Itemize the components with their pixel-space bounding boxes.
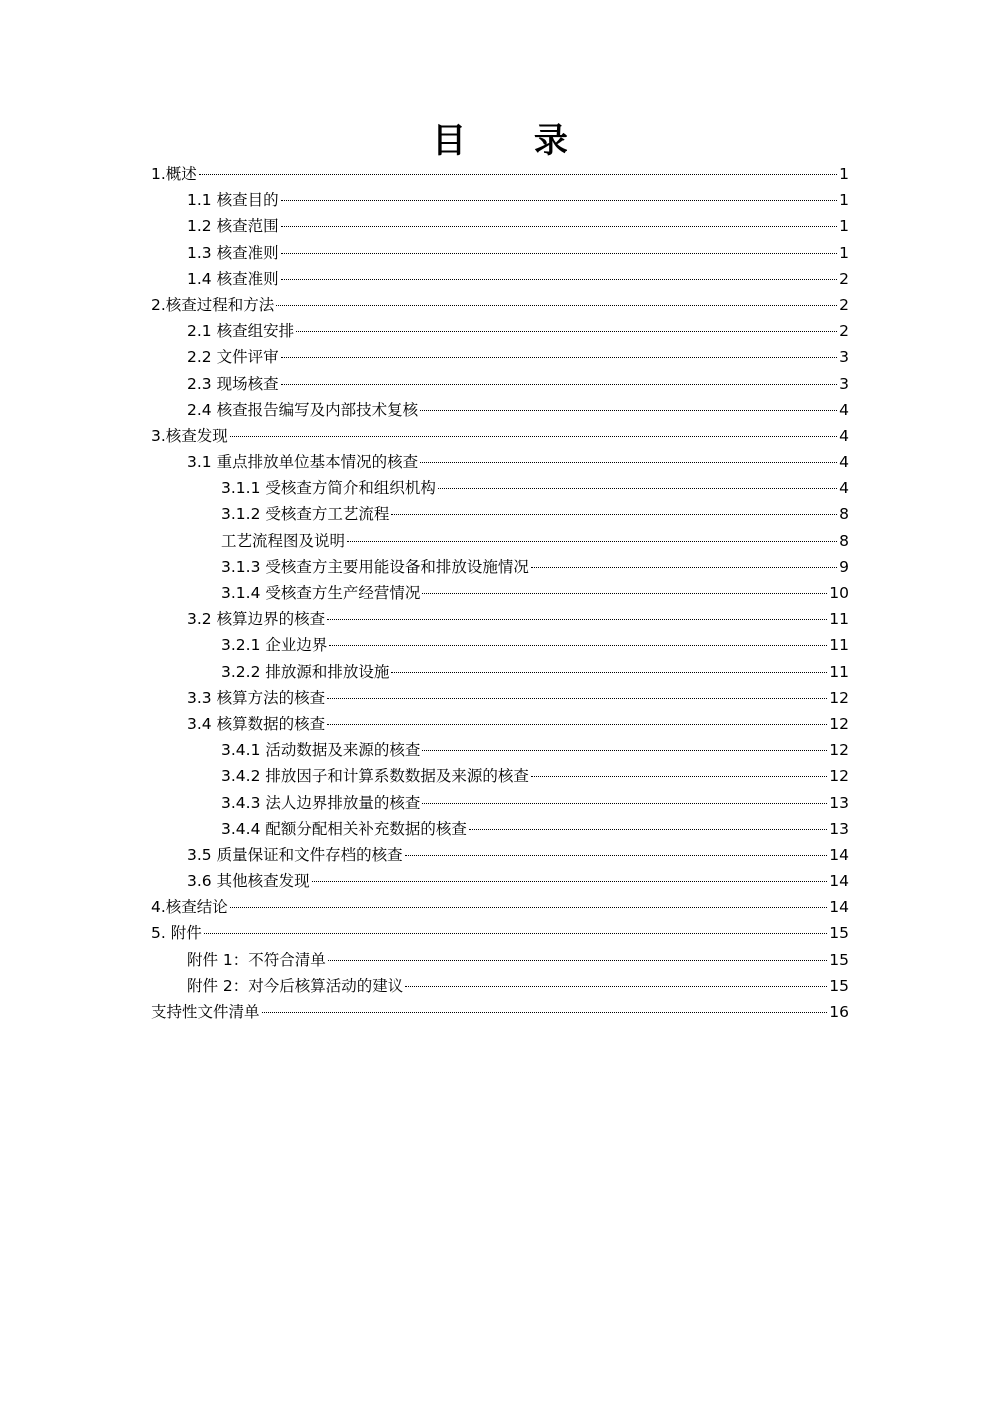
dot-leader	[281, 357, 838, 358]
toc-entry-text: 3.核查发现	[151, 426, 228, 445]
toc-entry-page-number: 10	[829, 584, 849, 602]
toc-entry-page-number: 4	[839, 426, 849, 445]
toc-entry-text: 3.4.4 配额分配相关补充数据的核查	[221, 819, 467, 838]
toc-entry[interactable]	[151, 475, 849, 501]
toc-entry-text: 附件 1：不符合清单	[187, 950, 326, 969]
toc-entry-text: 3.4.3 法人边界排放量的核查	[221, 793, 421, 812]
toc-entry-text: 3.1.2 受核查方工艺流程	[221, 505, 390, 524]
toc-entry-page-number: 14	[829, 898, 849, 917]
toc-entry[interactable]	[151, 632, 849, 658]
toc-entry[interactable]	[151, 790, 849, 816]
toc-entry[interactable]	[151, 161, 849, 187]
toc-entry-page-number: 16	[829, 1003, 849, 1021]
toc-entry-page-number: 11	[829, 636, 849, 655]
toc-entry-page-number: 1	[839, 165, 849, 183]
toc-entry-page-number: 1	[839, 243, 849, 262]
toc-entry[interactable]	[151, 868, 849, 894]
dot-leader	[405, 986, 827, 987]
dot-leader	[312, 881, 828, 882]
toc-entry-page-number: 2	[839, 322, 849, 341]
toc-entry[interactable]	[151, 711, 849, 737]
toc-entry-text: 3.4.1 活动数据及来源的核查	[221, 741, 421, 760]
toc-entry-text: 2.2 文件评审	[187, 348, 279, 367]
toc-entry-page-number: 4	[839, 400, 849, 419]
toc-entry-page-number: 3	[839, 374, 849, 393]
toc-entry-text: 5. 附件	[151, 924, 202, 943]
toc-entry-page-number: 12	[829, 741, 849, 760]
toc-entry[interactable]	[151, 659, 849, 685]
dot-leader	[276, 305, 837, 306]
toc-entry[interactable]	[151, 423, 849, 449]
toc-entry-page-number: 9	[839, 557, 849, 576]
toc-entry[interactable]	[151, 554, 849, 580]
toc-entry-page-number: 14	[829, 872, 849, 891]
dot-leader	[329, 645, 827, 646]
dot-leader	[531, 567, 837, 568]
toc-entry-text: 2.1 核查组安排	[187, 322, 295, 341]
toc-entry[interactable]	[151, 973, 849, 999]
toc-entry-page-number: 15	[829, 950, 849, 969]
toc-entry-text: 3.3 核算方法的核查	[187, 688, 326, 707]
toc-entry[interactable]	[151, 213, 849, 239]
dot-leader	[281, 226, 838, 227]
toc-entry[interactable]	[151, 920, 849, 946]
toc-entry-page-number: 12	[829, 767, 849, 786]
toc-entry-text: 2.3 现场核查	[187, 374, 279, 393]
toc-entry[interactable]	[151, 344, 849, 370]
dot-leader	[296, 331, 837, 332]
toc-entry-text: 3.1.4 受核查方生产经营情况	[221, 584, 421, 602]
toc-entry[interactable]	[151, 371, 849, 397]
toc-entry-page-number: 4	[839, 453, 849, 472]
toc-entry[interactable]	[151, 240, 849, 266]
dot-leader	[199, 174, 837, 175]
toc-entry[interactable]	[151, 449, 849, 475]
toc-entry-page-number: 14	[829, 845, 849, 864]
dot-leader	[347, 541, 837, 542]
toc-entry[interactable]	[151, 763, 849, 789]
dot-leader	[531, 776, 827, 777]
toc-entry-text: 2.4 核查报告编写及内部技术复核	[187, 400, 419, 419]
toc-entry-text: 1.1 核查目的	[187, 191, 279, 210]
dot-leader	[391, 672, 827, 673]
toc-entry[interactable]	[151, 187, 849, 213]
toc-entry-page-number: 12	[829, 688, 849, 707]
dot-leader	[422, 593, 827, 594]
toc-entry[interactable]	[151, 266, 849, 292]
toc-entry[interactable]	[151, 842, 849, 868]
dot-leader	[328, 960, 827, 961]
toc-entry-text: 4.核查结论	[151, 898, 228, 917]
toc-entry-text: 3.6 其他核查发现	[187, 872, 310, 891]
toc-entry-page-number: 15	[829, 976, 849, 995]
toc-entry[interactable]	[151, 816, 849, 842]
toc-entry[interactable]	[151, 947, 849, 973]
toc-entry-text: 3.4 核算数据的核查	[187, 714, 326, 733]
toc-entry[interactable]	[151, 528, 849, 554]
toc-entry-text: 3.1.1 受核查方简介和组织机构	[221, 479, 436, 498]
toc-entry[interactable]	[151, 737, 849, 763]
toc-entry-text: 3.1.3 受核查方主要用能设备和排放设施情况	[221, 557, 529, 576]
dot-leader	[327, 724, 827, 725]
toc-entry-text: 3.4.2 排放因子和计算系数数据及来源的核查	[221, 767, 529, 786]
dot-leader	[262, 1012, 828, 1013]
toc-entry-text: 3.2.1 企业边界	[221, 636, 328, 655]
dot-leader	[391, 514, 837, 515]
toc-entry-page-number: 15	[829, 924, 849, 943]
dot-leader	[422, 803, 827, 804]
toc-entry-page-number: 13	[829, 819, 849, 838]
toc-entry-page-number: 11	[829, 610, 849, 629]
toc-entry-text: 3.5 质量保证和文件存档的核查	[187, 845, 403, 864]
toc-entry-page-number: 1	[839, 217, 849, 236]
table-of-contents	[151, 161, 849, 1025]
toc-entry[interactable]	[151, 501, 849, 527]
toc-entry-text: 1.2 核查范围	[187, 217, 279, 236]
dot-leader	[422, 750, 827, 751]
toc-entry-text: 3.1 重点排放单位基本情况的核查	[187, 453, 419, 472]
dot-leader	[420, 410, 837, 411]
toc-entry[interactable]	[151, 999, 849, 1025]
toc-entry[interactable]	[151, 397, 849, 423]
toc-entry[interactable]	[151, 292, 849, 318]
toc-entry-page-number: 4	[839, 479, 849, 498]
toc-entry[interactable]	[151, 685, 849, 711]
toc-entry-text: 工艺流程图及说明	[221, 531, 346, 550]
dot-leader	[469, 829, 827, 830]
toc-entry-page-number: 1	[839, 191, 849, 210]
dot-leader	[204, 933, 828, 934]
toc-entry[interactable]	[151, 580, 849, 606]
toc-entry-page-number: 2	[839, 295, 849, 314]
dot-leader	[230, 907, 827, 908]
toc-entry-text: 3.2 核算边界的核查	[187, 610, 326, 629]
toc-entry-page-number: 12	[829, 714, 849, 733]
dot-leader	[405, 855, 828, 856]
page-title: 目 录	[432, 121, 596, 161]
dot-leader	[281, 384, 838, 385]
toc-entry-text: 2.核查过程和方法	[151, 295, 275, 314]
toc-entry[interactable]	[151, 894, 849, 920]
dot-leader	[281, 253, 838, 254]
toc-entry-page-number: 3	[839, 348, 849, 367]
dot-leader	[281, 200, 838, 201]
toc-entry-text: 附件 2：对今后核算活动的建议	[187, 976, 404, 995]
toc-entry[interactable]	[151, 318, 849, 344]
dot-leader	[420, 462, 837, 463]
dot-leader	[327, 698, 827, 699]
toc-entry-text: 支持性文件清单	[151, 1003, 260, 1021]
toc-entry-text: 1.3 核查准则	[187, 243, 279, 262]
toc-entry-page-number: 2	[839, 269, 849, 288]
dot-leader	[327, 619, 827, 620]
toc-entry-text: 1.4 核查准则	[187, 269, 279, 288]
toc-entry-text: 1.概述	[151, 165, 197, 183]
toc-entry[interactable]	[151, 606, 849, 632]
toc-entry-page-number: 8	[839, 505, 849, 524]
toc-entry-page-number: 11	[829, 662, 849, 681]
toc-entry-page-number: 13	[829, 793, 849, 812]
dot-leader	[281, 279, 838, 280]
toc-entry-page-number: 8	[839, 531, 849, 550]
dot-leader	[230, 436, 837, 437]
dot-leader	[438, 488, 837, 489]
toc-entry-text: 3.2.2 排放源和排放设施	[221, 662, 390, 681]
